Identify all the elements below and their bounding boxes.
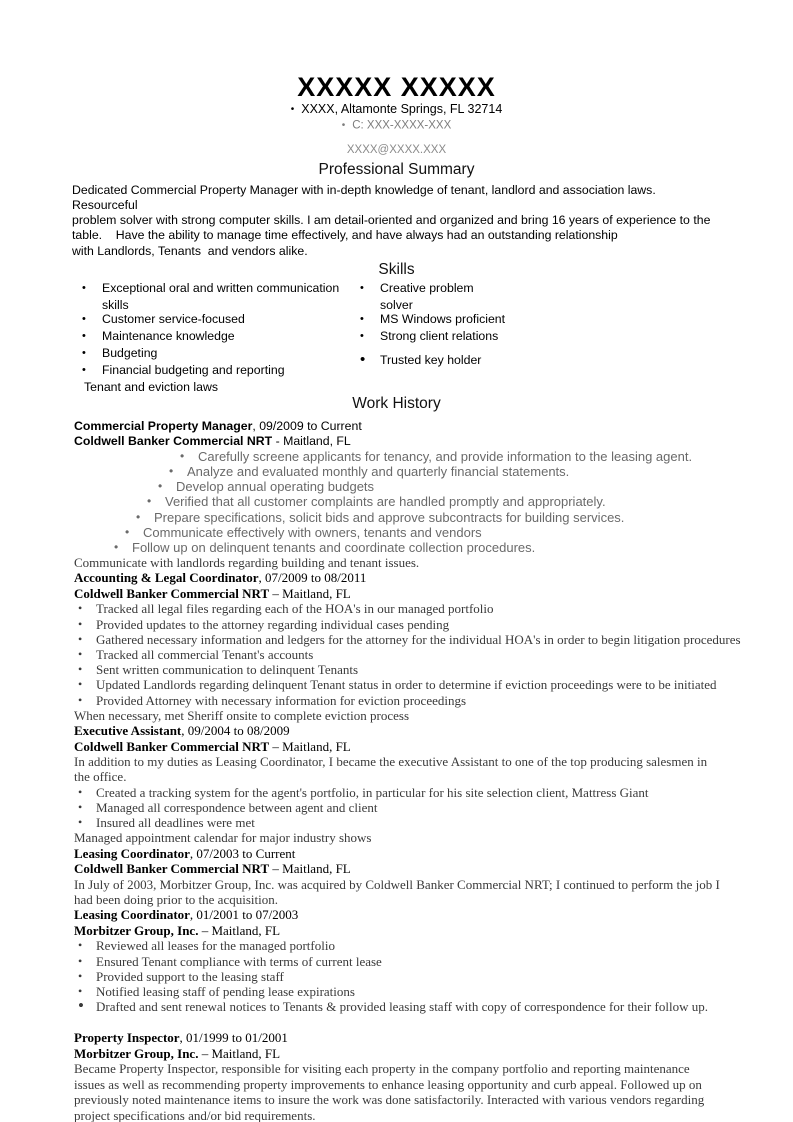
job-company-line: [0, 923, 793, 939]
job-dates: , 01/2001 to 07/2003: [189, 907, 299, 923]
bullet-icon: •: [360, 281, 364, 294]
job-company-line: [0, 861, 793, 877]
job-title: Executive Assistant: [74, 723, 182, 738]
bullet-icon: •: [180, 448, 185, 463]
job-responsibility-item: [0, 632, 793, 647]
job-responsibility-item: [0, 449, 793, 464]
job-company: Coldwell Banker Commercial NRT: [74, 861, 270, 877]
skill-item: [74, 363, 374, 378]
job-responsibility-item: [0, 540, 793, 555]
bullet-icon: •: [78, 601, 83, 616]
summary-line: table. Have the ability to manage time effectively, and have always had an outstanding relationship: [72, 228, 618, 243]
job-company: Coldwell Banker Commercial NRT: [74, 433, 273, 448]
responsibility-text: Tracked all commercial Tenant's accounts: [96, 646, 314, 662]
job-responsibility-item: [0, 617, 793, 632]
job-title-line: [0, 723, 793, 739]
job-title: Property Inspector: [74, 1030, 180, 1046]
job-company: Coldwell Banker Commercial NRT: [74, 738, 270, 754]
bullet-icon: •: [360, 330, 364, 343]
section-heading-work-history: Work History: [352, 394, 441, 412]
bullet-icon: •: [82, 313, 86, 326]
skill-item: [74, 329, 374, 344]
bullet-icon: •: [147, 494, 152, 509]
summary-line: with Landlords, Tenants and vendors alike.: [72, 243, 308, 258]
skill-item: [352, 329, 632, 344]
skill-label: Maintenance knowledge: [102, 329, 235, 344]
bullet-icon: •: [78, 815, 83, 830]
responsibility-text: Managed all correspondence between agent and client: [96, 800, 378, 816]
job-responsibility-item: [0, 677, 793, 692]
skill-label: Tenant and eviction laws: [84, 379, 218, 394]
job-dates: , 07/2009 to 08/2011: [258, 570, 367, 586]
job-responsibility-item: [0, 954, 793, 969]
bullet-icon: •: [78, 662, 83, 677]
responsibility-text: Reviewed all leases for the managed portfolio: [96, 938, 335, 954]
job-title: Accounting & Legal Coordinator: [74, 570, 259, 586]
job-location: – Maitland, FL: [269, 585, 351, 601]
job-company: Morbitzer Group, Inc.: [74, 922, 199, 938]
job-responsibility-item: [0, 969, 793, 984]
job-title-line: [0, 419, 793, 434]
skill-label: Strong client relations: [380, 329, 499, 344]
job-responsibility-item: [0, 494, 793, 509]
bullet-icon: •: [78, 692, 83, 707]
job-responsibility-item: [0, 647, 793, 662]
skills-column-right: [352, 281, 632, 370]
skill-label: Trusted key holder: [380, 352, 482, 367]
responsibility-text: Verified that all customer complaints are handled promptly and appropriately.: [165, 494, 606, 510]
job-responsibility-item: [0, 662, 793, 677]
bullet-icon: •: [360, 350, 366, 368]
skill-item: [352, 312, 632, 327]
bullet-icon: •: [82, 330, 86, 343]
responsibility-text: Created a tracking system for the agent's portfolio, in particular for his site selection client, Mattress Giant: [96, 784, 649, 800]
work-history-entry: [0, 1030, 793, 1122]
skill-item: [74, 346, 374, 361]
job-dates: , 01/1999 to 01/2001: [179, 1030, 288, 1046]
job-dates: , 09/2009 to Current: [252, 418, 362, 433]
job-dates: , 09/2004 to 08/2009: [181, 723, 290, 738]
responsibility-text: Prepare specifications, solicit bids and approve subcontracts for building services.: [154, 509, 625, 525]
job-intro-paragraph: In addition to my duties as Leasing Coordinator, I became the executive Assistant to one of the top producing salesmen in the office.: [74, 754, 708, 785]
responsibility-text: Gathered necessary information and ledgers for the attorney for the individual HOA's in order to begin litigation procedures: [96, 631, 741, 647]
bullet-icon: •: [78, 996, 84, 1016]
job-responsibility-item: [0, 800, 793, 815]
skill-label: Financial budgeting and reporting: [102, 362, 285, 377]
bullet-icon: •: [78, 646, 83, 661]
bullet-icon: •: [169, 463, 174, 478]
responsibility-text: Updated Landlords regarding delinquent Tenant status in order to determine if eviction proceedings were to be initiated: [96, 677, 717, 693]
job-dates: , 07/2003 to Current: [189, 845, 296, 861]
job-company-line: [0, 586, 793, 602]
summary-line: problem solver with strong computer skills. I am detail-oriented and organized and bring 16 years of experience to the: [72, 213, 711, 228]
job-company-line: [0, 1046, 793, 1062]
job-responsibility-item: [0, 984, 793, 999]
work-history-entry: [0, 723, 793, 846]
job-responsibility-item: [0, 601, 793, 616]
work-history-entry: [0, 846, 793, 908]
skill-item: [74, 312, 374, 327]
responsibility-text: Communicate effectively with owners, tenants and vendors: [143, 524, 482, 540]
bullet-icon: •: [114, 539, 119, 554]
bullet-icon: •: [78, 784, 83, 799]
candidate-name: XXXXX XXXXX: [297, 72, 496, 102]
bullet-icon: •: [360, 313, 364, 326]
bullet-icon: •: [78, 800, 83, 815]
job-responsibility-item: [0, 479, 793, 494]
responsibility-text: Drafted and sent renewal notices to Tenants & provided leasing staff with copy of correspondence for their follow up.: [96, 999, 708, 1015]
job-description-paragraph: In July of 2003, Morbitzer Group, Inc. was acquired by Coldwell Banker Commercial NRT; I continued to perform the job I had been doing prior to the acquisition.: [74, 876, 720, 908]
skill-item: [352, 350, 632, 368]
summary-line: Dedicated Commercial Property Manager with in-depth knowledge of tenant, landlord and association laws. Resourceful: [72, 182, 660, 212]
bullet-icon: •: [290, 104, 295, 116]
work-history-list: [0, 419, 793, 1122]
job-responsibility-item: [0, 938, 793, 953]
bullet-icon: •: [82, 363, 86, 376]
job-responsibility-list: [0, 449, 793, 555]
bullet-icon: •: [78, 968, 83, 983]
section-heading-summary: Professional Summary: [318, 160, 475, 178]
bullet-icon: •: [78, 616, 83, 631]
job-company: Coldwell Banker Commercial NRT: [74, 585, 270, 601]
job-responsibility-item: [0, 510, 793, 525]
job-title: Leasing Coordinator: [74, 907, 190, 923]
skill-item: [74, 281, 374, 296]
responsibility-text: Provided updates to the attorney regarding individual cases pending: [96, 616, 450, 632]
responsibility-text: Follow up on delinquent tenants and coordinate collection procedures.: [132, 539, 536, 555]
responsibility-text: Analyze and evaluated monthly and quarterly financial statements.: [187, 463, 570, 479]
bullet-icon: •: [125, 524, 130, 539]
skill-item: [352, 281, 632, 296]
job-location: – Maitland, FL: [198, 922, 281, 938]
job-description-paragraph: Became Property Inspector, responsible for visiting each property in the company portfolio and reporting maintenance issues as well as recommending property improvements to enhance leasing opportunity and curb appeal. Followed up on previously noted maintenance items to insure the work was done satisfactorily. Interacted with various vendors regarding project specifications and/or bid requirements.: [74, 1061, 705, 1122]
job-title-line: [0, 846, 793, 862]
job-company: Morbitzer Group, Inc.: [74, 1045, 199, 1061]
skills-column-left: [74, 281, 374, 397]
contact-address-line: [0, 102, 793, 117]
responsibility-text: Develop annual operating budgets: [176, 479, 375, 495]
job-responsibility-item: [0, 525, 793, 540]
job-responsibility-list: [0, 601, 793, 707]
job-location: – Maitland, FL: [269, 738, 351, 754]
job-location: - Maitland, FL: [272, 433, 351, 448]
responsibility-text: Ensured Tenant compliance with terms of current lease: [96, 953, 382, 969]
job-title-line: [0, 1030, 793, 1046]
responsibility-text: Provided support to the leasing staff: [96, 968, 284, 984]
skill-label: Customer service-focused: [102, 312, 245, 327]
job-responsibility-item: [0, 464, 793, 479]
skill-item: [74, 380, 374, 395]
bullet-icon: •: [78, 938, 83, 953]
bullet-icon: •: [158, 479, 163, 494]
job-responsibility-item: [0, 693, 793, 708]
job-trailing-line: When necessary, met Sheriff onsite to complete eviction process: [74, 707, 410, 723]
job-company-line: [0, 434, 793, 449]
skill-label: Creative problem: [380, 280, 474, 295]
contact-email-line: XXXX@XXXX.XXX: [346, 143, 447, 156]
skill-label: MS Windows proficient: [380, 312, 506, 327]
skills-section: [0, 260, 793, 394]
professional-summary-text: [0, 183, 793, 259]
address-text: XXXX, Altamonte Springs, FL 32714: [301, 102, 503, 116]
skill-label: Exceptional oral and written communication: [102, 280, 340, 295]
skill-label-continued: solver: [380, 297, 413, 312]
responsibility-text: Provided Attorney with necessary information for eviction proceedings: [96, 692, 467, 708]
bullet-icon: •: [136, 509, 141, 524]
job-responsibility-list: [0, 938, 793, 1014]
responsibility-text: Notified leasing staff of pending lease expirations: [96, 984, 355, 1000]
bullet-icon: •: [341, 120, 346, 132]
bullet-icon: •: [78, 953, 83, 968]
job-title-line: [0, 907, 793, 923]
job-location: – Maitland, FL: [269, 861, 351, 877]
contact-phone-line: [0, 118, 793, 134]
job-responsibility-item: [0, 785, 793, 800]
section-heading-skills: Skills: [378, 260, 415, 278]
responsibility-text: Insured all deadlines were met: [96, 815, 255, 831]
job-title-line: [0, 570, 793, 586]
bullet-icon: •: [82, 281, 86, 294]
job-title: Leasing Coordinator: [74, 845, 190, 861]
work-history-entry: [0, 419, 793, 571]
work-history-entry: [0, 907, 793, 1014]
job-responsibility-item: [0, 996, 793, 1016]
phone-text: C: XXX-XXXX-XXX: [352, 119, 452, 132]
responsibility-text: Carefully screene applicants for tenancy, and provide information to the leasing agent.: [198, 448, 693, 464]
job-title: Commercial Property Manager: [74, 418, 253, 433]
job-trailing-line: Managed appointment calendar for major industry shows: [74, 830, 372, 846]
bullet-icon: •: [78, 677, 83, 692]
job-company-line: [0, 739, 793, 755]
bullet-icon: •: [82, 346, 86, 359]
work-history-entry: [0, 570, 793, 723]
responsibility-text: Sent written communication to delinquent Tenants: [96, 662, 359, 678]
responsibility-text: Tracked all legal files regarding each of the HOA's in our managed portfolio: [96, 601, 494, 617]
skill-label-continued: skills: [102, 297, 129, 312]
job-responsibility-list: [0, 785, 793, 831]
bullet-icon: •: [78, 631, 83, 646]
skill-label: Budgeting: [102, 345, 158, 360]
job-trailing-line: Communicate with landlords regarding building and tenant issues.: [74, 555, 420, 571]
bullet-icon: •: [78, 984, 83, 999]
job-location: – Maitland, FL: [198, 1045, 281, 1061]
job-responsibility-item: [0, 815, 793, 830]
